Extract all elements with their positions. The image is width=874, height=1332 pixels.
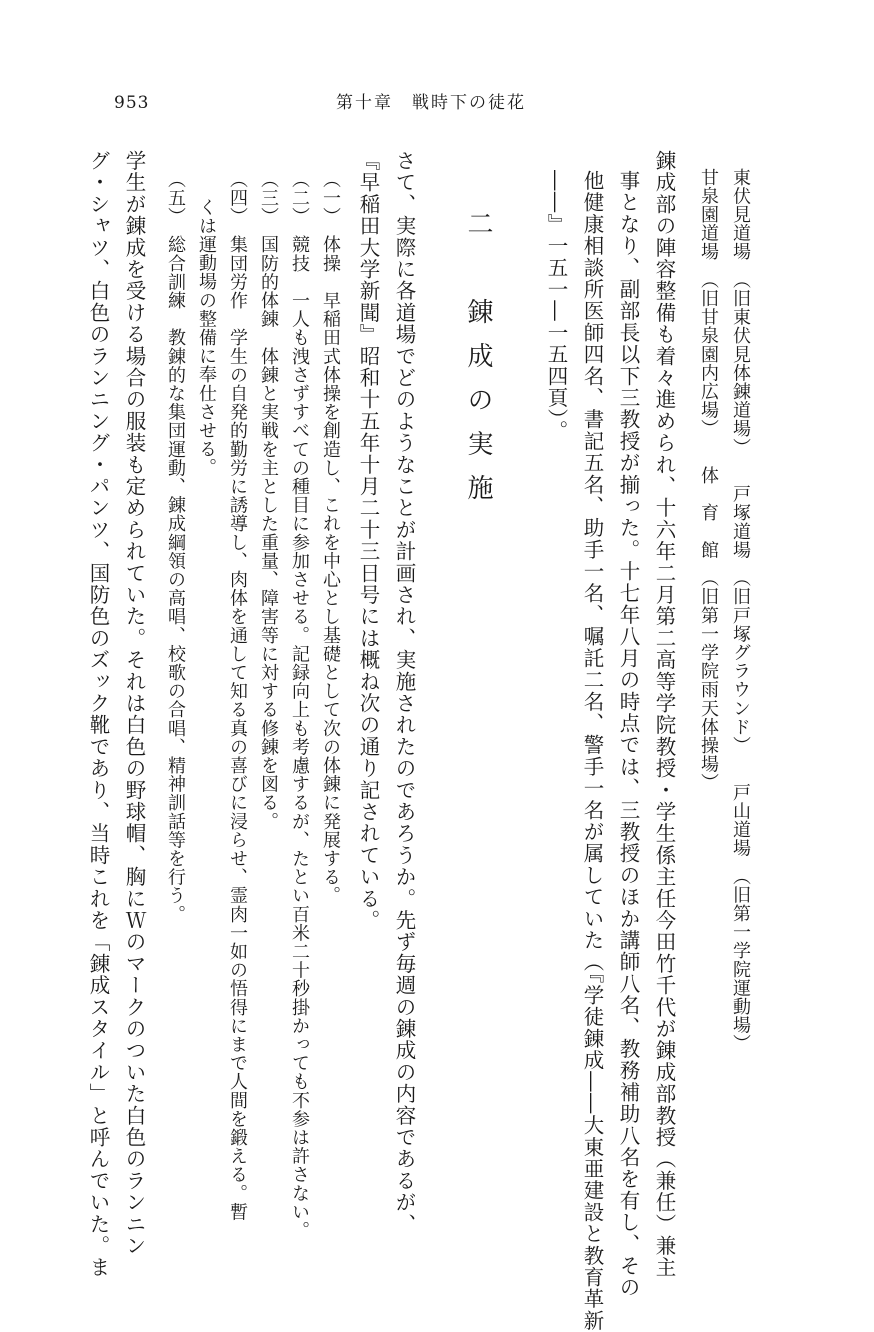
paragraph-1-line-4: ――』一五一―一五四頁）。 xyxy=(544,170,568,442)
list-item-3: （三） 国防的体錬 体錬と実戦を主とした重量、障害等に対する修錬を図る。 xyxy=(258,170,279,831)
page-number: 953 xyxy=(114,93,150,113)
running-title: 第十章 戦時下の徒花 xyxy=(336,93,526,113)
paragraph-2-line-2: 『早稲田大学新聞』昭和十五年十月二十三日号には概ね次の通り記されている。 xyxy=(356,150,380,932)
paragraph-1-line-3: 他健康相談所医師四名、書記五名、助手一名、嘱託二名、警手一名が属していた（『学徒錬成――大東亜建設と教育革新 xyxy=(580,170,604,1332)
list-item-4-continued: くは運動場の整備に奉仕させる。 xyxy=(196,198,217,477)
paragraph-2-line-1: さて、実際に各道場でどのようなことが計画され、実施されたのであろうか。先ず毎週の錬成の内容であるが、 xyxy=(392,150,416,1235)
list-item-4: （四） 集団労作 学生の自発的勤労に誘導し、肉体を通して知る真の喜びに浸らせ、霊肉一如の悟得にまで人間を鍛える。暫 xyxy=(227,170,248,1222)
section-heading: 二 錬成の実施 xyxy=(463,210,493,518)
paragraph-1-line-1: 錬成部の陣容整備も着々進められ、十六年二月第二高等学院教授・学生係主任今田竹千代が錬成部教授（兼任）兼主 xyxy=(652,150,676,1279)
list-item-5: （五） 総合訓練 教錬的な集団運動、錬成綱領の高唱、校歌の合唱、精神訓話等を行う。 xyxy=(165,170,186,924)
paragraph-3-line-1: 学生が錬成を受ける場合の服装も定められていた。それは白色の野球帽、胸にＷのマークのついた白色のランニン xyxy=(122,150,146,1257)
paragraph-1-line-2: 事となり、副部長以下三教授が揃った。十七年八月の時点では、三教授のほか講師八名、教務補助八名を有し、その xyxy=(616,170,640,1299)
paragraph-3-line-2: グ・シャツ、白色のランニング・パンツ、国防色のズック靴であり、当時これを「錬成スタイル」と呼んでいた。ま xyxy=(86,150,110,1279)
list-item-1: （一） 体操 早稲田式体操を創造し、これを中心とし基礎として次の体錬に発展する。 xyxy=(320,170,341,905)
list-item-2: （二） 競技 一人も洩さずすべての種目に参加させる。記録向上も考慮するが、たとい百米二十秒掛かっても不参は許さない。 xyxy=(289,170,310,1240)
dojo-list-row-2: 甘泉園道場 （旧甘泉園内広場） 体 育 館 （旧第一学院雨天体操場） xyxy=(698,168,719,792)
dojo-list-row-1: 東伏見道場 （旧東伏見体錬道場） 戸塚道場 （旧戸塚グラウンド） 戸山道場 （旧第一学院運動場） xyxy=(730,168,751,1053)
